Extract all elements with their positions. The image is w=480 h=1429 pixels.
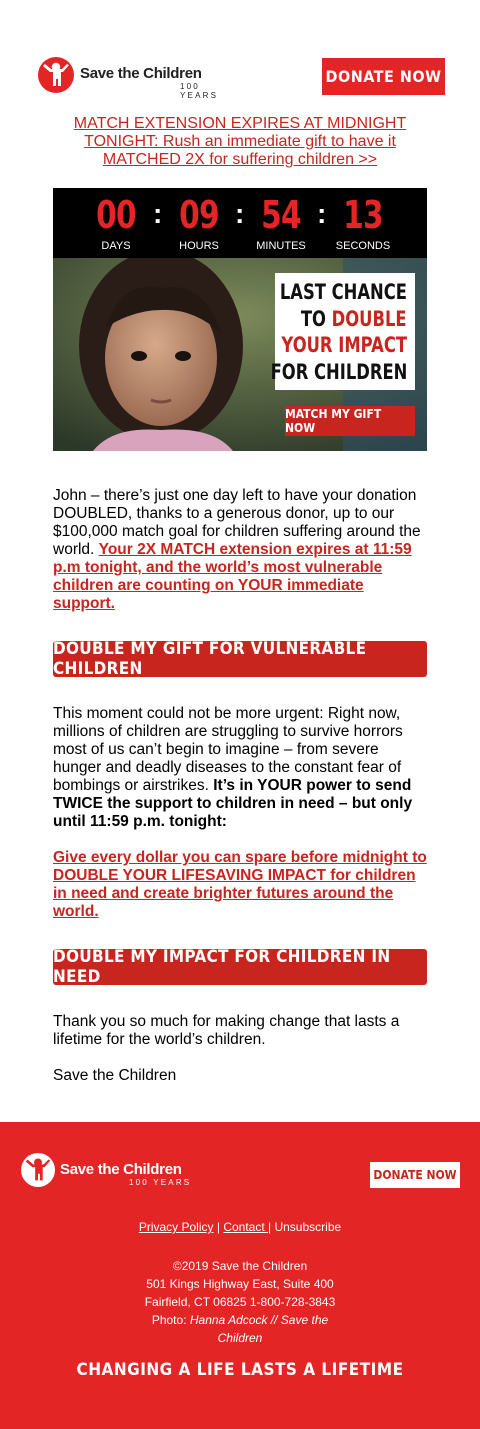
footer-links xyxy=(0,1220,480,1234)
footer-donate-button[interactable]: DONATE NOW xyxy=(370,1162,460,1188)
header xyxy=(38,56,445,100)
minutes-label: MINUTES xyxy=(256,240,306,252)
child-figure-icon xyxy=(38,56,74,94)
footer xyxy=(0,1122,480,1429)
colon-separator: : xyxy=(317,198,327,229)
hours-value: 09 xyxy=(179,193,219,237)
hero-line-4: FOR CHILDREN xyxy=(270,360,407,384)
countdown-seconds xyxy=(328,192,398,252)
match-my-gift-button[interactable]: MATCH MY GIFT NOW xyxy=(285,406,415,436)
hero-banner[interactable] xyxy=(53,258,427,451)
give-every-dollar-link[interactable]: Give every dollar you can spare before midnight to DOUBLE YOUR LIFESAVING IMPACT for children in need and create brighter futures around the world. xyxy=(53,849,427,920)
photo-credit xyxy=(140,1311,340,1347)
contact-link[interactable]: Contact xyxy=(223,1220,269,1234)
unsubscribe-link[interactable]: Unsubscribe xyxy=(274,1220,342,1234)
countdown-minutes xyxy=(246,192,316,252)
seconds-label: SECONDS xyxy=(335,240,391,252)
photo-credit-name: Hanna Adcock // Save the Children xyxy=(189,1313,329,1345)
double-my-gift-button[interactable]: DOUBLE MY GIFT FOR VULNERABLE CHILDREN xyxy=(53,641,427,677)
hours-label: HOURS xyxy=(179,240,219,252)
intro-paragraph xyxy=(53,487,427,613)
hero-line-2b: DOUBLE xyxy=(332,307,407,331)
link-separator: | xyxy=(268,1220,275,1234)
hero-line-2 xyxy=(301,306,407,332)
privacy-policy-link[interactable]: Privacy Policy xyxy=(138,1220,214,1234)
double-my-impact-button[interactable]: DOUBLE MY IMPACT FOR CHILDREN IN NEED xyxy=(53,949,427,985)
footer-address xyxy=(140,1257,340,1347)
save-the-children-logo[interactable] xyxy=(38,56,238,100)
child-figure-icon xyxy=(21,1152,55,1188)
logo-years: 100 YEARS xyxy=(180,82,219,100)
countdown-hours xyxy=(164,192,234,252)
logo-name: Save the Children xyxy=(80,65,202,82)
address-line-2: Fairfield, CT 06825 1-800-728-3843 xyxy=(144,1295,336,1309)
donate-now-button[interactable]: DONATE NOW xyxy=(322,58,445,95)
signature: Save the Children xyxy=(53,1067,177,1084)
days-value: 00 xyxy=(96,193,136,237)
thank-you-paragraph: Thank you so much for making change that lasts a lifetime for the world’s children. xyxy=(53,1013,400,1048)
hero-line-1: LAST CHANCE xyxy=(279,280,407,304)
intro-text: John – there’s just one day left to have your donation DOUBLED, thanks to a generous donor, up to our $100,000 match goal for children suffering around the world. xyxy=(53,487,421,558)
footer-logo-name: Save the Children xyxy=(60,1161,182,1178)
urgency-bold-text: It’s in YOUR power to send TWICE the support to children in need – but only until 11:59 p.m. tonight: xyxy=(53,777,413,830)
urgency-paragraph xyxy=(53,705,427,831)
footer-logo-years: 100 YEARS xyxy=(129,1178,192,1187)
last-chance-card xyxy=(270,273,415,390)
match-headline-link[interactable]: MATCH EXTENSION EXPIRES AT MIDNIGHT TONIGHT: Rush an immediate gift to have it MATCHED 2X for suffering children >> xyxy=(73,115,407,168)
minutes-value: 54 xyxy=(261,193,301,237)
footer-logo[interactable] xyxy=(21,1152,221,1192)
hero-line-2a: TO xyxy=(301,307,333,331)
copyright: ©2019 Save the Children xyxy=(172,1259,308,1273)
give-paragraph xyxy=(53,849,427,921)
countdown-days xyxy=(81,192,151,252)
urgency-text: This moment could not be more urgent: Right now, millions of children are struggling to survive horrors most of us can’t begin to imagine – from severe hunger and deadly diseases to the constant fear of bombings or airstrikes. xyxy=(53,705,403,794)
seconds-value: 13 xyxy=(343,193,383,237)
colon-separator: : xyxy=(235,198,245,229)
photo-label: Photo: xyxy=(151,1313,190,1327)
hero-line-3: YOUR IMPACT xyxy=(281,333,407,357)
footer-tagline: CHANGING A LIFE LASTS A LIFETIME xyxy=(76,1360,404,1380)
days-label: DAYS xyxy=(101,240,131,252)
colon-separator: : xyxy=(153,198,163,229)
countdown-timer xyxy=(53,188,427,258)
match-extension-link[interactable]: Your 2X MATCH extension expires at 11:59 p.m tonight, and the world’s most vulnerable children are counting on YOUR immediate support. xyxy=(53,541,412,612)
link-separator: | xyxy=(213,1220,224,1234)
address-line-1: 501 Kings Highway East, Suite 400 xyxy=(146,1277,334,1291)
